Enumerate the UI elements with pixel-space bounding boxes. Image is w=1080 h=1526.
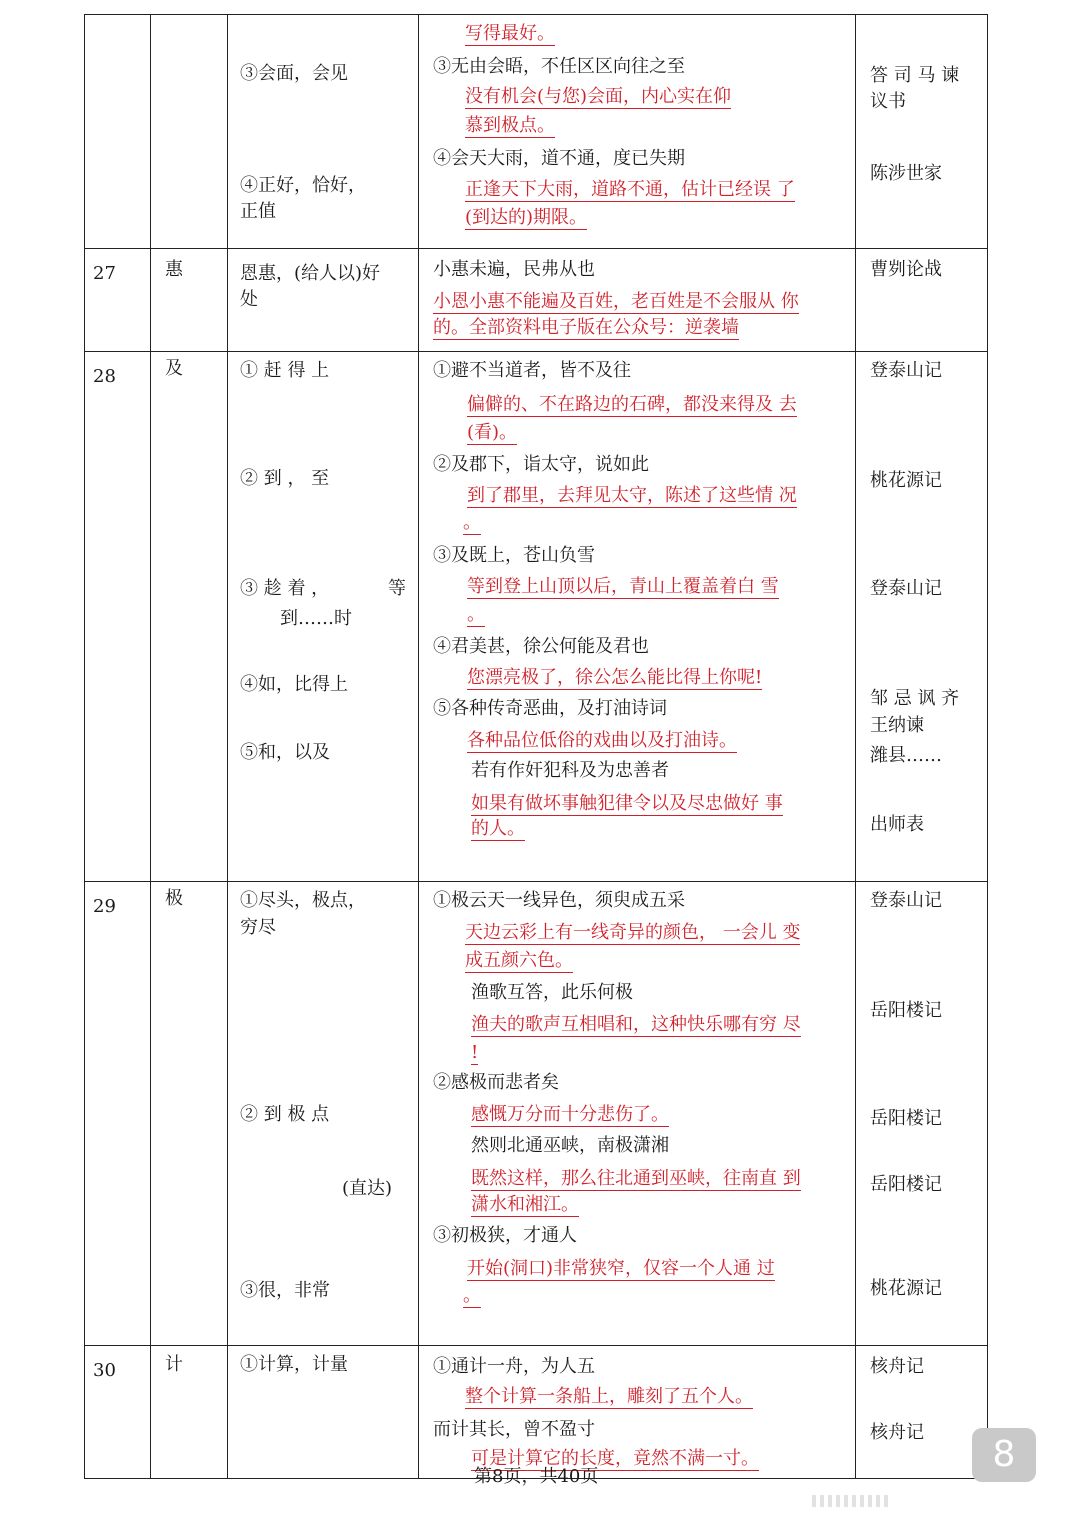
translation-line: 潇水和湘江。	[471, 1194, 579, 1215]
translation-line: 正逢天下大雨，道路不通，估计已经误 了	[465, 179, 795, 200]
source-text: 桃花源记	[870, 470, 942, 491]
meaning-text: 到……时	[280, 608, 352, 629]
translation-line: 如果有做坏事触犯律令以及尽忠做好 事	[471, 793, 783, 814]
meaning-text: ④正好，恰好，	[240, 175, 366, 196]
meaning-text: ①尽头，极点，	[240, 890, 366, 911]
source-text: 桃花源记	[870, 1278, 942, 1299]
example-sentence: 若有作奸犯科及为忠善者	[471, 760, 669, 781]
source-text: 潍县……	[870, 745, 942, 766]
page-footer: 第8页，共40页	[474, 1466, 599, 1487]
example-sentence: ③无由会晤，不任区区向往之至	[433, 56, 685, 77]
example-sentence: ①通计一舟，为人五	[433, 1356, 595, 1377]
keyword: 及	[165, 358, 183, 379]
meaning-text: ① 赶 得 上	[240, 360, 330, 381]
translation-line: 偏僻的、不在路边的石碑，都没来得及 去	[467, 394, 797, 415]
translation-line: 感慨万分而十分悲伤了。	[471, 1104, 669, 1125]
meaning-text: 处	[240, 289, 258, 310]
example-sentence: ④会天大雨，道不通，度已失期	[433, 148, 685, 169]
meaning-text: (直达)	[342, 1178, 393, 1199]
table-row	[85, 15, 988, 249]
translation-line: 整个计算一条船上，雕刻了五个人。	[465, 1386, 753, 1407]
scroll-indicator	[812, 1492, 892, 1511]
translation-line: 小恩小惠不能遍及百姓，老百姓是不会服从 你	[433, 291, 799, 312]
meaning-text: 恩惠，(给人以)好	[240, 263, 381, 284]
meaning-text: ③很，非常	[240, 1280, 330, 1301]
table-row	[85, 352, 988, 882]
source-cell	[856, 15, 988, 249]
example-sentence: ④君美甚，徐公何能及君也	[433, 636, 649, 657]
example-sentence: ③初极狭，才通人	[433, 1225, 577, 1246]
keyword: 计	[165, 1354, 183, 1375]
example-sentence: ①极云天一线异色，须臾成五采	[433, 890, 685, 911]
translation-line: 既然这样，那么往北通到巫峡，往南直 到	[471, 1168, 801, 1189]
translation-line: 开始(洞口)非常狭窄，仅容一个人通 过	[467, 1258, 775, 1279]
translation-line: 各种品位低俗的戏曲以及打油诗。	[467, 730, 737, 751]
example-sentence: 渔歌互答，此乐何极	[471, 982, 633, 1003]
meaning-text: 穷尽	[240, 917, 276, 938]
example-sentence: ②感极而悲者矣	[433, 1072, 559, 1093]
source-text: 议书	[870, 91, 906, 112]
translation-line: 成五颜六色。	[465, 950, 573, 971]
translation-line: 没有机会(与您)会面，内心实在仰	[465, 86, 732, 107]
meaning-text: ③会面，会见	[240, 63, 348, 84]
translation-line: 可是计算它的长度，竟然不满一寸。	[471, 1448, 759, 1469]
translation-line: 的人。	[471, 818, 525, 839]
translation-line: 您漂亮极了，徐公怎么能比得上你呢!	[467, 667, 763, 688]
source-text: 核舟记	[870, 1422, 924, 1443]
table-row	[85, 1346, 988, 1479]
row-number: 28	[93, 366, 116, 387]
table-row	[85, 249, 988, 352]
meaning-text: 正值	[240, 201, 276, 222]
row-number: 29	[93, 896, 116, 917]
translation-line: 。	[463, 1285, 481, 1306]
table-row	[85, 882, 988, 1346]
source-text: 核舟记	[870, 1356, 924, 1377]
meaning-text: ⑤和，以及	[240, 742, 330, 763]
translation-line: 慕到极点。	[465, 115, 555, 136]
meaning-text: 等	[388, 578, 406, 599]
meaning-text: ①计算，计量	[240, 1354, 348, 1375]
row-number: 27	[93, 263, 116, 284]
translation-line: 渔夫的歌声互相唱和，这种快乐哪有穷 尽	[471, 1014, 801, 1035]
meaning-text: ④如，比得上	[240, 674, 348, 695]
source-text: 登泰山记	[870, 578, 942, 599]
translation-line: 。	[467, 604, 485, 625]
translation-line: (到达的)期限。	[465, 207, 588, 228]
source-text: 出师表	[870, 814, 924, 835]
example-sentence: 而计其长，曾不盈寸	[433, 1419, 595, 1440]
translation-line: !	[471, 1042, 479, 1063]
translation-line: 的。全部资料电子版在公众号：逆袭墙	[433, 317, 739, 338]
source-text: 陈涉世家	[870, 163, 942, 184]
source-text: 岳阳楼记	[870, 1000, 942, 1021]
translation-line: 到了郡里，去拜见太守，陈述了这些情 况	[467, 485, 797, 506]
translation-line: 。	[463, 512, 481, 533]
example-sentence: 小惠未遍，民弗从也	[433, 259, 595, 280]
source-text: 曹刿论战	[870, 259, 942, 280]
source-text: 王纳谏	[870, 715, 924, 736]
meaning-text: ③ 趁 着 ，	[240, 578, 330, 599]
keyword: 惠	[165, 259, 183, 280]
example-sentence: ③及既上，苍山负雪	[433, 545, 595, 566]
source-text: 岳阳楼记	[870, 1174, 942, 1195]
translation-line: 天边云彩上有一线奇异的颜色， 一会儿 变	[465, 922, 801, 943]
meaning-text: ② 到 极 点	[240, 1104, 330, 1125]
translation-line: 写得最好。	[465, 23, 555, 44]
source-text: 登泰山记	[870, 360, 942, 381]
source-text: 岳阳楼记	[870, 1108, 942, 1129]
example-cell	[419, 15, 856, 249]
source-text: 邹 忌 讽 齐	[870, 688, 960, 709]
row-number: 30	[93, 1360, 116, 1381]
meaning-text: ② 到 ， 至	[240, 468, 330, 489]
example-sentence: ①避不当道者，皆不及往	[433, 360, 631, 381]
translation-line: 等到登上山顶以后，青山上覆盖着白 雪	[467, 576, 779, 597]
vocab-table	[84, 14, 988, 1479]
example-sentence: 然则北通巫峡，南极潇湘	[471, 1135, 669, 1156]
example-sentence: ⑤各种传奇恶曲，及打油诗词	[433, 698, 667, 719]
keyword: 极	[165, 888, 183, 909]
example-sentence: ②及郡下，诣太守，说如此	[433, 454, 649, 475]
page-number-badge: 8	[972, 1428, 1036, 1482]
meaning-cell	[228, 15, 419, 249]
translation-line: (看)。	[467, 422, 518, 443]
source-text: 答 司 马 谏	[870, 65, 960, 86]
source-text: 登泰山记	[870, 890, 942, 911]
